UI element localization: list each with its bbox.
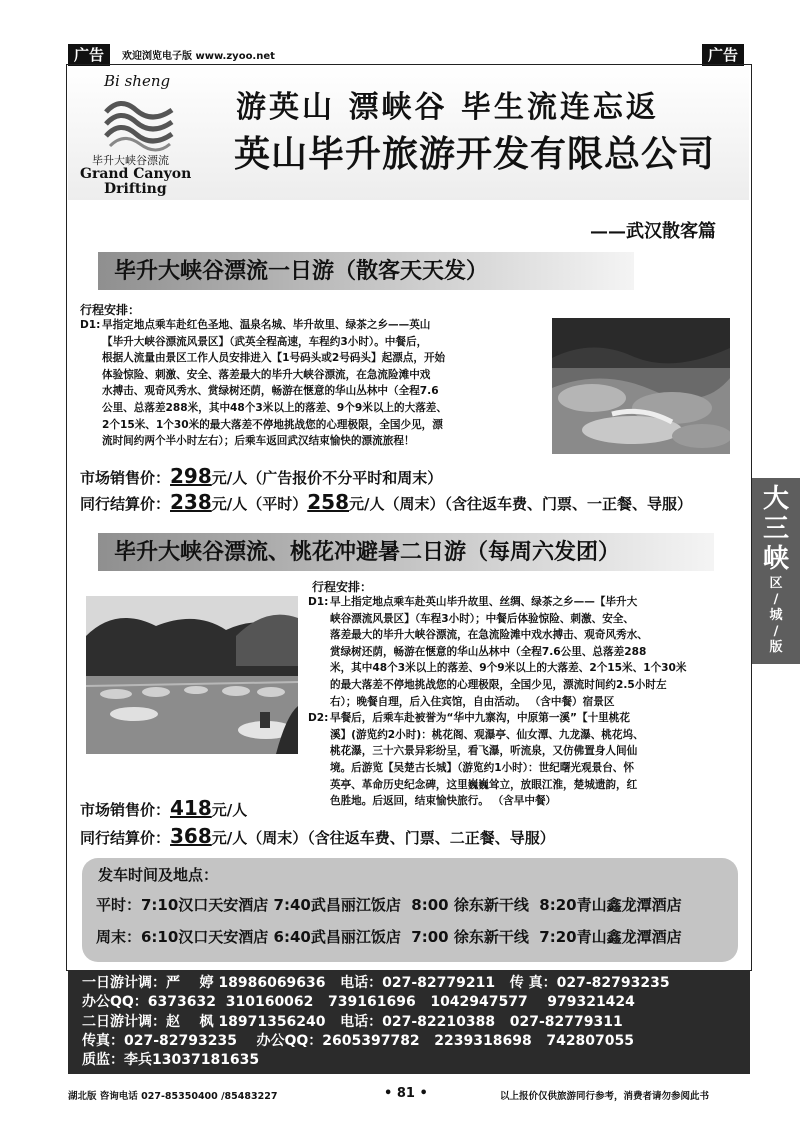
rafting-photo (86, 596, 298, 754)
tour1-plan-heading: 行程安排： (80, 303, 141, 317)
page-number: • 81 • (384, 1086, 428, 1101)
trade-price-value: 368 (170, 824, 212, 848)
region-side-tab (752, 478, 800, 664)
market-label: 市场销售价： (80, 469, 171, 487)
trade-label: 同行结算价： (80, 495, 171, 513)
tour2-title: 毕升大峡谷漂流、桃花冲避暑二日游（每周六发团） (98, 533, 714, 571)
site-url: 欢迎浏览电子版 www.zyoo.net (122, 51, 275, 62)
tour1-line: 【毕升大峡谷漂流风景区】（武英全程高速，车程约3小时）。中餐后， (102, 335, 428, 348)
side-tab-char: 峡 (762, 544, 789, 574)
tour2-day2-label: D2: (308, 712, 329, 725)
tour2-d2-line: 英亭、革命历史纪念碑，这里巍巍耸立，放眼江淮，楚城遗韵，红 (330, 778, 638, 791)
edition-subtitle: ——武汉散客篇 (590, 221, 716, 242)
trade-price-weekend: 258 (307, 490, 349, 514)
tour2-itinerary (308, 594, 748, 810)
ad-tag-right: 广告 (702, 44, 744, 66)
contact-line: 二日游计调：赵 枫 18971356240 电话：027-82210388 027-82779311 (82, 1013, 623, 1030)
tour2-trade-price (80, 824, 555, 848)
tour2-d1-line: 落差最大的毕升大峡谷漂流，在急流险滩中戏水搏击、观奇风秀水、 (330, 629, 648, 642)
departure-title: 发车时间及地点： (98, 866, 219, 884)
tour2-d1-line: 早上指定地点乘车赴英山毕升故里、丝绸、绿茶之乡——【毕升大 (330, 596, 638, 608)
side-tab-char: / (773, 592, 779, 607)
market-price-value: 418 (170, 796, 212, 820)
trade-label: 同行结算价： (80, 829, 171, 847)
market-label: 市场销售价： (80, 801, 171, 819)
tour1-line: 根据人流量由景区工作人员安排进入【1号码头或2号码头】起漂点，开始 (102, 352, 446, 365)
side-tab-char: 城 (769, 608, 783, 623)
tour2-d1-line: 峡谷漂流风景区】（车程3小时）；中餐后体验惊险、刺激、安全、 (330, 612, 634, 625)
departure-weekday: 平时：7:10汉口天安酒店 7:40武昌丽江饭店 8:00 徐东新干线 8:20青山鑫龙潭酒店 (96, 896, 682, 914)
trade-suffix: 元/人（周末）（含往返车费、门票、一正餐、导服） (349, 495, 692, 513)
side-tab-char: 三 (762, 514, 789, 544)
logo (74, 68, 204, 198)
tour1-itinerary (80, 317, 550, 450)
tour2-d1-line: 的最大落差不停地挑战您的心理极限，全国少见，漂流时间约2.5小时左 (330, 678, 667, 691)
tour1-line: 2个15米、1个30米的最大落差不停地挑战您的心理极限，全国少见，漂 (102, 418, 443, 431)
tour1-line: 流时间约两个半小时左右）；后乘车返回武汉结束愉快的漂流旅程！ (102, 435, 415, 448)
logo-en-2: Drifting (104, 181, 167, 197)
tour2-d2-line: 桃花瀑，三十六景异彩纷呈，看飞瀑，听流泉，又仿佛置身人间仙 (330, 745, 638, 758)
tour2-d1-line: 米，其中48个3米以上的落差、9个9米以上的大落差、2个15米、1个30米 (330, 662, 687, 675)
market-suffix: 元/人（广告报价不分平时和周末） (211, 469, 443, 487)
logo-script: Bi sheng (104, 72, 171, 90)
trade-price-weekday: 238 (170, 490, 212, 514)
tour2-d1-line: 赏绿树还荫，畅游在惬意的华山丛林中（全程7.6公里、总落差288 (330, 645, 647, 658)
tour1-day-label: D1: (80, 319, 101, 331)
tour1-line: 水搏击、观奇风秀水、赏绿树还荫，畅游在惬意的华山丛林中（全程7.6 (102, 385, 439, 398)
tour1-line: 公里、总落差288米，其中48个3米以上的落差、9个9米以上的大落差、 (102, 401, 447, 414)
wave-emblem-icon (100, 92, 178, 152)
tour1-line: 体验惊险、刺激、安全、落差最大的毕升大峡谷漂流，在急流险滩中戏 (102, 368, 431, 381)
slogan: 游英山 漂峡谷 毕生流连忘返 (236, 90, 659, 125)
departure-weekend: 周末：6:10汉口天安酒店 6:40武昌丽江饭店 7:00 徐东新干线 7:20青山鑫龙潭酒店 (96, 928, 682, 946)
tour2-plan-heading: 行程安排： (312, 580, 373, 594)
footer-right: 以上报价仅供旅游同行参考，消费者请勿参阅此书 (500, 1091, 710, 1102)
contact-line: 质监：李兵13037181635 (82, 1052, 260, 1069)
tour2-d2-line: 境。后游览【吴楚古长城】（游览约1小时）：世纪曙光观景台、怀 (330, 761, 634, 774)
side-tab-char: 区 (769, 576, 783, 591)
tour2-day1-label: D1: (308, 596, 329, 608)
side-tab-char: / (773, 624, 779, 639)
trade-suffix: 元/人（周末）（含往返车费、门票、二正餐、导服） (211, 829, 555, 847)
market-suffix: 元/人 (211, 801, 248, 819)
tour1-trade-price (80, 490, 692, 514)
ad-tag-left: 广告 (68, 44, 110, 66)
contact-line: 办公QQ：6373632 310160062 739161696 1042947577 979321424 (82, 994, 635, 1011)
tour1-title: 毕升大峡谷漂流一日游（散客天天发） (98, 252, 634, 290)
contact-line: 一日游计调：严 婷 18986069636 电话：027-82779211 传 真：027-82793235 (82, 975, 670, 991)
contact-block (68, 970, 750, 1074)
logo-en-1: Grand Canyon (80, 166, 192, 182)
tour1-market-price (80, 464, 442, 488)
tour2-d2-line: 早餐后，后乘车赴被誉为“华中九寨沟，中原第一溪”【十里桃花 (330, 712, 630, 725)
side-tab-char: 大 (762, 484, 789, 514)
contact-line: 传真：027-82793235 办公QQ：2605397782 2239318698 742807055 (82, 1032, 635, 1049)
tour1-line: 早指定地点乘车赴红色圣地、温泉名城、毕升故里、绿茶之乡——英山 (102, 319, 431, 331)
market-price-value: 298 (170, 464, 212, 488)
tour2-d2-line: 色胜地。后返回，结束愉快旅行。 （含早中餐） (330, 795, 557, 808)
footer-left: 湖北版 咨询电话 027-85350400 /85483227 (68, 1091, 278, 1102)
tour2-d1-line: 右）；晚餐自理，后入住宾馆，自由活动。 （含中餐）宿景区 (330, 695, 615, 708)
company-name: 英山毕升旅游开发有限总公司 (234, 134, 716, 175)
side-tab-char: 版 (769, 640, 783, 655)
tour2-d2-line: 溪】(游览约2小时)：桃花阁、观瀑亭、仙女潭、九龙瀑、桃花坞、 (330, 728, 644, 741)
logo-cn: 毕升大峡谷漂流 (92, 154, 169, 167)
tour2-market-price (80, 796, 247, 820)
trade-mid: 元/人（平时） (211, 495, 308, 513)
river-rocks-photo (552, 318, 730, 454)
